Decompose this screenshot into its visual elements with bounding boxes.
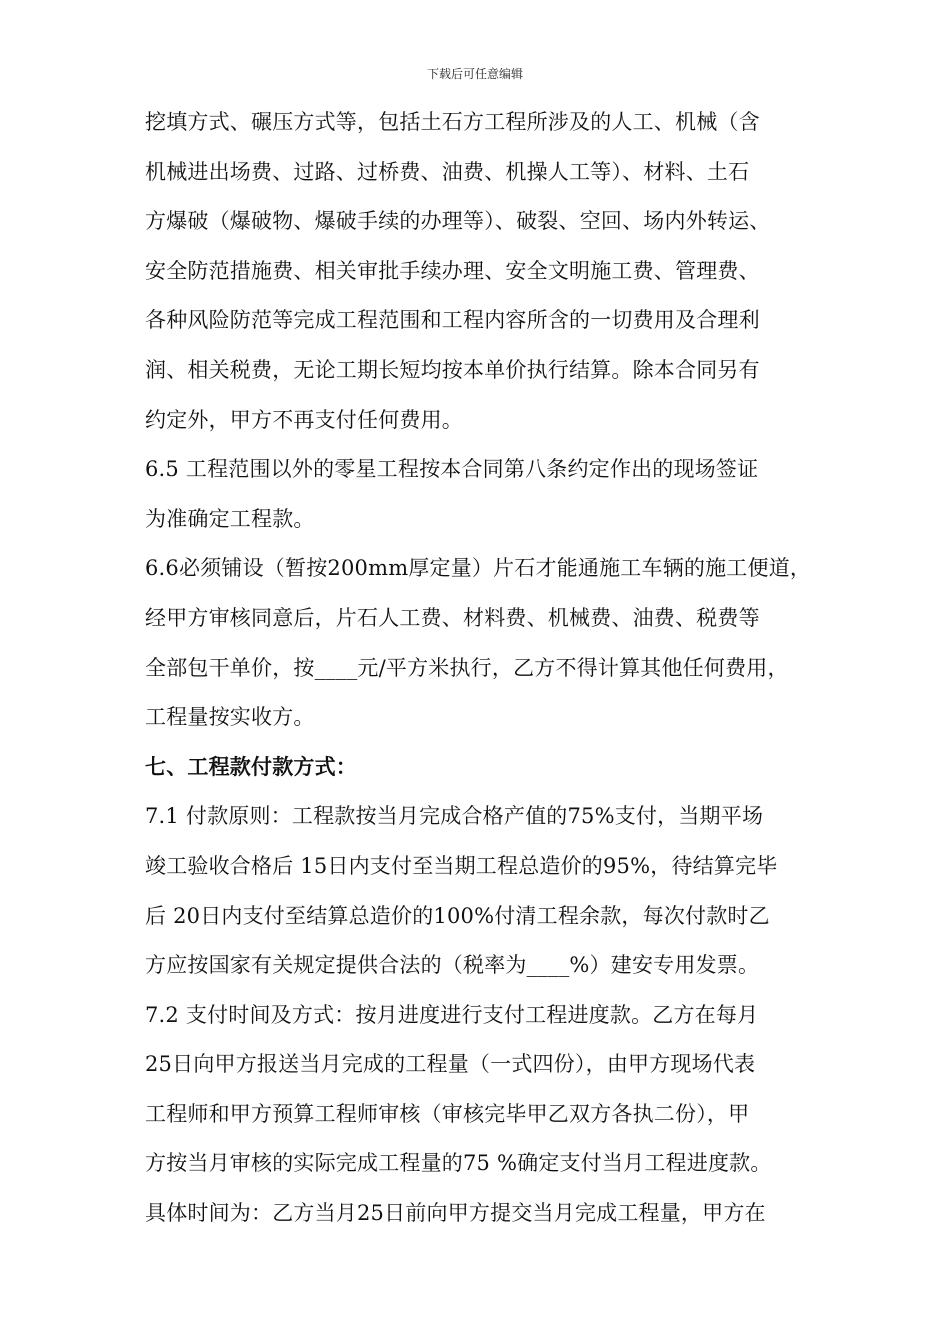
text-line: 润、相关税费，无论工期长短均按本单价执行结算。除本合同另有: [145, 357, 760, 382]
text-line: 各种风险防范等完成工程范围和工程内容所含的一切费用及合理利: [145, 308, 760, 333]
text-line: 机械进出场费、过路、过桥费、油费、机操人工等）、材料、土石: [145, 159, 750, 184]
clause-7-2: 7.2 支付时间及方式：按月进度进行支付工程进度款。乙方在每月: [145, 1002, 759, 1027]
text-line: 挖填方式、碾压方式等，包括土石方工程所涉及的人工、机械（含: [145, 110, 760, 134]
text-line: 25日向甲方报送当月完成的工程量（一式四份），由甲方现场代表: [145, 1052, 756, 1077]
text-line: 方按当月审核的实际完成工程量的75 %确定支付当月工程进度款。: [145, 1151, 772, 1176]
clause-6-6: 6.6必须铺设（暂按200mm厚定量）片石才能通施工车辆的施工便道，: [145, 556, 812, 581]
document-body: [145, 98, 825, 1239]
section-heading: 七、工程款付款方式：: [145, 754, 357, 779]
text-line: 方应按国家有关规定提供合法的（税率为____%）建安专用发票。: [145, 953, 760, 978]
text-line: 工程量按实收方。: [145, 705, 315, 730]
page-header: 下载后可任意编辑: [426, 67, 523, 81]
text-line: 工程师和甲方预算工程师审核（审核完毕甲乙双方各执二份），甲: [145, 1101, 750, 1126]
text-line: 具体时间为：乙方当月25日前向甲方提交当月完成工程量，甲方在: [145, 1201, 766, 1226]
clause-7-1: 7.1 付款原则：工程款按当月完成合格产值的75%支付，当期平场: [145, 804, 764, 829]
text-line: 为准确定工程款。: [145, 506, 315, 531]
text-line: 约定外，甲方不再支付任何费用。: [145, 407, 463, 432]
text-line: 方爆破（爆破物、爆破手续的办理等）、破裂、空回、场内外转运、: [145, 209, 771, 234]
text-line: 全部包干单价，按____元/平方米执行，乙方不得计算其他任何费用，: [145, 655, 789, 680]
text-line: 竣工验收合格后 15日内支付至当期工程总造价的95%，待结算完毕: [145, 853, 778, 878]
text-line: 安全防范措施费、相关审批手续办理、安全文明施工费、管理费、: [145, 258, 760, 283]
text-line: 后 20日内支付至结算总造价的100%付清工程余款，每次付款时乙: [145, 903, 770, 928]
clause-6-5: 6.5 工程范围以外的零星工程按本合同第八条约定作出的现场签证: [145, 457, 759, 482]
text-line: 经甲方审核同意后，片石人工费、材料费、机械费、油费、税费等: [145, 605, 760, 630]
